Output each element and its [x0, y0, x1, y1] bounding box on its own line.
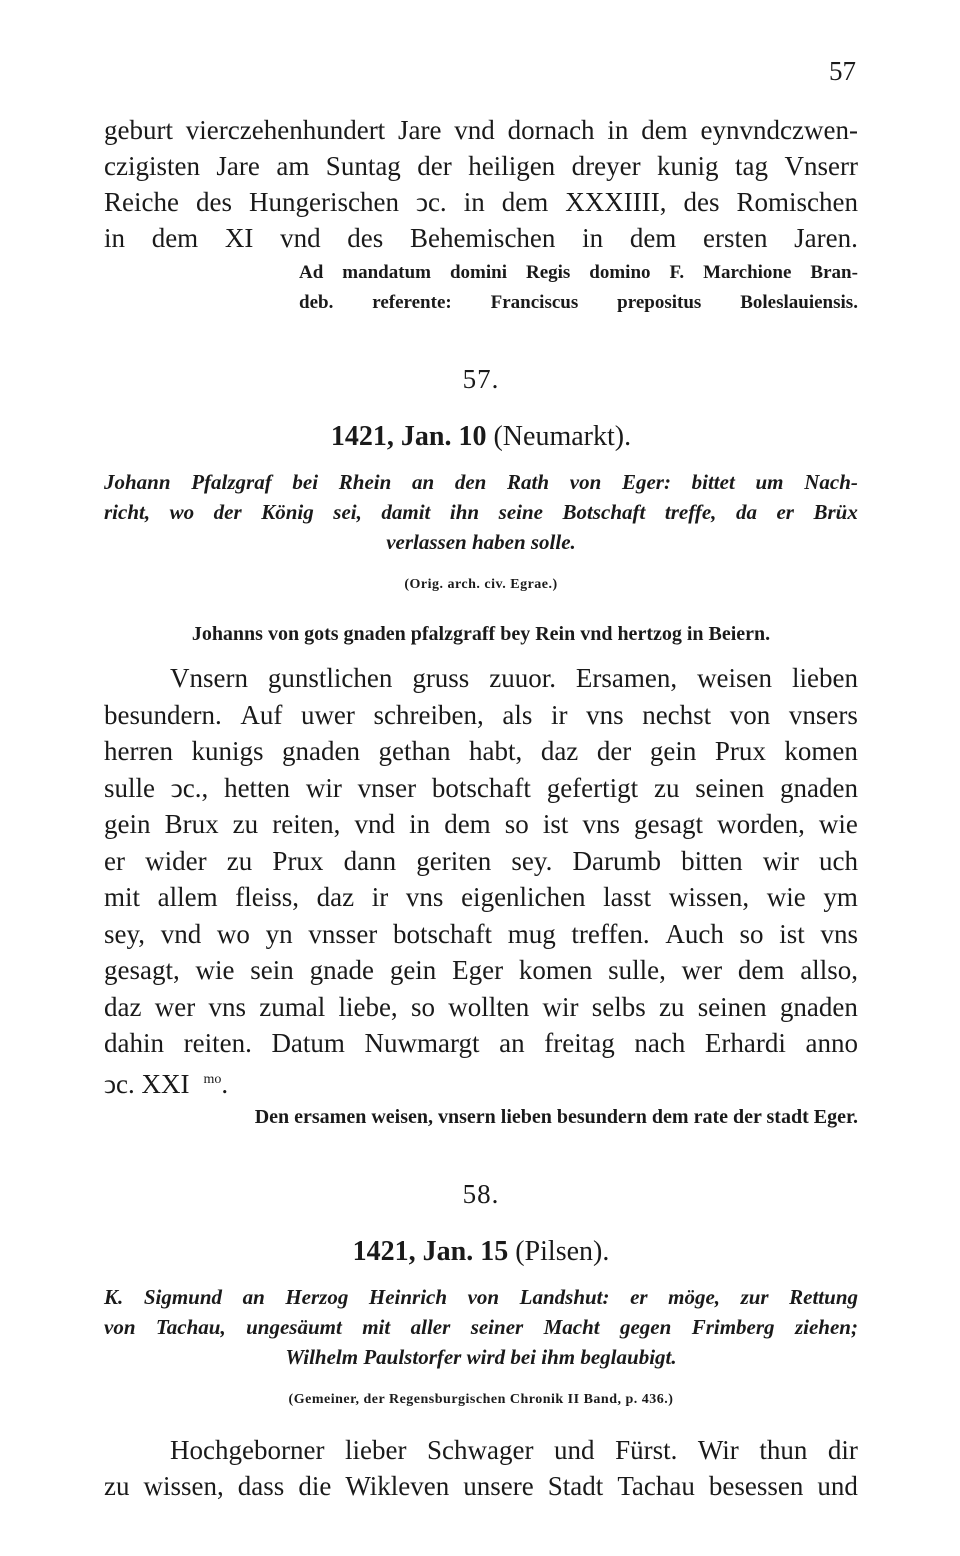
word: Nuwmargt: [364, 1028, 480, 1058]
document-summary: [104, 467, 858, 557]
word: Wir: [697, 1434, 739, 1465]
word: und: [554, 1434, 595, 1465]
word: Boleslauiensis.: [740, 292, 858, 313]
word: gruss: [412, 663, 470, 693]
word: Romischen: [736, 187, 858, 217]
date-text: 1421, Jan. 10: [330, 421, 487, 452]
word: wir: [305, 772, 342, 803]
word: wider: [145, 845, 207, 876]
word: dem: [151, 223, 199, 253]
summary-line: [104, 497, 858, 527]
word: gunstlichen: [267, 663, 393, 693]
date-place: (Pilsen).: [515, 1235, 610, 1267]
word: wie: [818, 809, 858, 839]
word: sulle,: [608, 955, 666, 985]
word: damit: [381, 500, 431, 524]
word: Landshut:: [519, 1284, 610, 1309]
word: domino: [589, 262, 651, 283]
word: referente:: [372, 292, 452, 313]
word: eynvndczwen-: [700, 115, 858, 145]
word: des: [347, 223, 384, 253]
word: zumal: [259, 991, 326, 1022]
text-line: [104, 733, 858, 770]
word: der: [213, 500, 242, 524]
word: ir: [371, 882, 389, 912]
summary-line: [104, 1312, 858, 1342]
word: Darumb: [572, 845, 661, 876]
word: Auch: [665, 918, 724, 949]
word: habt,: [469, 736, 523, 766]
word: wollten: [448, 991, 530, 1022]
text-line: [104, 1025, 858, 1062]
word: wo: [169, 500, 195, 524]
word: sey,: [104, 918, 145, 949]
word: so: [410, 991, 435, 1022]
word: Johann: [104, 470, 171, 494]
word: geriten: [416, 845, 492, 876]
word: so: [504, 809, 529, 839]
text-line: [104, 806, 858, 843]
word: Botschaft: [562, 500, 646, 524]
word: treffe,: [664, 500, 717, 524]
word: fleiss,: [235, 882, 300, 912]
word: czigisten: [104, 151, 200, 181]
word: Rettung: [789, 1284, 858, 1309]
word: am: [276, 151, 310, 181]
word: prepositus: [617, 292, 702, 313]
word: thun: [759, 1434, 808, 1465]
word: so: [739, 918, 764, 949]
word: in: [582, 223, 604, 253]
word: da: [735, 500, 757, 524]
word: Marchione: [703, 262, 792, 283]
word: F.: [669, 262, 685, 283]
letter-closing: ↄc. XXI $^{mo}$.: [104, 1068, 229, 1099]
word: zu: [653, 772, 680, 803]
letter-body: [104, 660, 858, 1062]
word: uwer: [300, 699, 355, 730]
word: des: [195, 187, 232, 217]
source-citation: (Gemeiner, der Regensburgischen Chronik II Band, p. 436.): [288, 1391, 674, 1407]
text-line: [104, 1468, 858, 1505]
letter-body-last-line: [104, 1062, 858, 1102]
word: wie: [766, 882, 806, 912]
word: lasst: [603, 882, 652, 912]
word: gefertigt: [546, 772, 639, 803]
word: bei: [292, 470, 319, 494]
word: Rhein: [338, 470, 392, 494]
word: vnd: [354, 809, 396, 839]
word: zuuor.: [489, 663, 556, 693]
word: er: [104, 845, 125, 876]
word: wer: [681, 955, 723, 985]
word: Brux: [164, 809, 219, 839]
word: seinen: [695, 772, 765, 803]
document-number: 58.: [462, 1178, 500, 1209]
word: dass: [237, 1471, 285, 1501]
word: Datum: [271, 1028, 345, 1058]
word: richt,: [104, 500, 151, 524]
word: Eger:: [621, 470, 671, 494]
word: Schwager: [427, 1434, 534, 1465]
word: Prux: [714, 736, 766, 766]
word: zur: [740, 1284, 769, 1309]
word: er: [776, 500, 794, 524]
word: ist: [779, 918, 805, 949]
word: vnd: [454, 115, 495, 145]
word: zu: [232, 809, 259, 839]
word: in: [463, 187, 485, 217]
text-line: [104, 184, 858, 220]
word: botschaft: [393, 918, 492, 949]
word: ihn: [449, 500, 480, 524]
word: und: [817, 1471, 858, 1501]
word: mit: [104, 882, 141, 912]
word: seiner: [470, 1314, 524, 1339]
word: geburt: [104, 115, 173, 145]
word: Stadt: [547, 1471, 604, 1501]
summary-line: [104, 467, 858, 497]
word: wissen,: [143, 1471, 224, 1501]
word: gein: [389, 955, 437, 985]
word: gnaden: [780, 772, 858, 803]
word: Wikleven: [345, 1471, 450, 1501]
word: gesagt,: [104, 955, 180, 985]
word: botschaft: [431, 772, 531, 803]
word: Jaren.: [794, 223, 858, 253]
word: worden,: [717, 809, 805, 839]
word: aller: [410, 1314, 451, 1339]
text-line: [104, 697, 858, 734]
word: daz: [316, 882, 355, 912]
word: dem: [629, 223, 677, 253]
word: ↄc.: [415, 187, 447, 217]
word: heiligen: [468, 151, 556, 181]
text-line: [104, 660, 858, 697]
word: wer: [154, 991, 196, 1022]
word: gnaden: [282, 736, 360, 766]
word: zu: [226, 845, 253, 876]
text-line: [104, 989, 858, 1026]
word: wie: [195, 955, 235, 985]
word: seine: [498, 500, 543, 524]
word: hetten: [224, 772, 291, 803]
summary-line: Wilhelm Paulstorfer wird bei ihm beglaubigt.: [285, 1344, 677, 1369]
word: nach: [634, 1028, 686, 1058]
word: daz: [540, 736, 579, 766]
word: ym: [823, 882, 858, 912]
word: vns: [405, 882, 444, 912]
summary-line: [104, 1282, 858, 1312]
mandate-line: [299, 258, 858, 288]
word: dornach: [507, 115, 595, 145]
word: sulle: [104, 772, 155, 803]
word: Herzog: [285, 1284, 349, 1309]
word: XXXIIII,: [565, 187, 667, 217]
word: den: [454, 470, 487, 494]
word: wir: [542, 991, 579, 1022]
text-line: [104, 1432, 858, 1469]
word: ziehen;: [794, 1314, 858, 1339]
word: Jare: [216, 151, 260, 181]
word: tag: [735, 151, 769, 181]
word: Bran-: [810, 262, 858, 283]
continuation-text: [104, 112, 858, 256]
word: sein: [250, 955, 294, 985]
word: dann: [343, 845, 397, 876]
word: gein: [104, 809, 151, 839]
word: von: [467, 1284, 500, 1309]
word: treffen.: [571, 918, 650, 949]
word: von: [569, 470, 602, 494]
word: vnser: [357, 772, 417, 803]
word: gegen: [619, 1314, 672, 1339]
word: domini: [449, 262, 507, 283]
word: Sigmund: [143, 1284, 223, 1309]
word: Prux: [272, 845, 324, 876]
letter-body: [104, 1432, 858, 1505]
date-place: (Neumarkt).: [493, 421, 632, 452]
word: Fürst.: [615, 1434, 678, 1465]
summary-line: verlassen haben solle.: [386, 530, 576, 554]
word: deb.: [299, 292, 334, 313]
word: dahin: [104, 1028, 164, 1058]
word: freitag: [544, 1028, 615, 1058]
word: ungesäumt: [246, 1314, 342, 1339]
word: gein: [649, 736, 697, 766]
word: in: [104, 223, 126, 253]
word: Ersamen,: [575, 663, 678, 693]
word: K.: [104, 1284, 124, 1309]
word: um: [755, 470, 784, 494]
word: sei,: [333, 500, 362, 524]
word: uch: [818, 845, 858, 876]
mandate-note: [299, 258, 858, 318]
word: vnsers: [788, 699, 858, 730]
word: gnaden: [779, 991, 858, 1022]
word: Vnsern: [170, 663, 248, 693]
word: Suntag: [325, 151, 401, 181]
date-text: 1421, Jan. 15: [352, 1235, 509, 1267]
word: bittet: [691, 470, 735, 494]
word: Ad: [299, 262, 324, 283]
word: lieben: [791, 663, 858, 693]
word: komen: [784, 736, 858, 766]
word: Franciscus: [490, 292, 579, 313]
text-line: [104, 112, 858, 148]
sender-line: Johanns von gots gnaden pfalzgraff bey Rein vnd hertzog in Beiern.: [191, 623, 771, 645]
word: mug: [507, 918, 556, 949]
word: anno: [805, 1028, 858, 1058]
word: gesagt: [634, 809, 704, 839]
word: yn: [265, 918, 293, 949]
document-number: 57.: [462, 364, 500, 394]
word: in: [409, 809, 431, 839]
word: Auf: [240, 699, 283, 730]
word: besessen: [708, 1471, 804, 1501]
word: dem: [501, 187, 549, 217]
word: Vnserr: [784, 151, 858, 181]
word: der: [596, 736, 632, 766]
word: reiten,: [272, 809, 341, 839]
word: vnd: [160, 918, 202, 949]
word: Nach-: [804, 470, 858, 494]
word: Hungerischen: [249, 187, 399, 217]
word: mandatum: [342, 262, 431, 283]
word: vierczehenhundert: [185, 115, 386, 145]
word: an: [411, 470, 435, 494]
word: vns: [586, 699, 624, 730]
word: Erhardi: [704, 1028, 786, 1058]
word: lieber: [344, 1434, 407, 1465]
word: seinen: [697, 991, 767, 1022]
word: allso,: [800, 955, 858, 985]
word: des: [683, 187, 720, 217]
word: ir: [550, 699, 568, 730]
word: bitten: [681, 845, 743, 876]
word: dem: [444, 809, 491, 839]
word: dir: [827, 1434, 858, 1465]
word: nechst: [642, 699, 712, 730]
word: herren: [104, 736, 173, 766]
document-date: [104, 1236, 858, 1268]
word: liebe,: [338, 991, 398, 1022]
word: kunigs: [191, 736, 264, 766]
document-date: [104, 421, 858, 453]
word: selbs: [591, 991, 646, 1022]
document-summary: [104, 1282, 858, 1372]
word: reiten.: [183, 1028, 252, 1058]
word: vnd: [280, 223, 321, 253]
text-line: [104, 916, 858, 953]
source-citation: (Orig. arch. civ. Egrae.): [404, 577, 558, 592]
word: gnade: [309, 955, 375, 985]
word: in: [607, 115, 629, 145]
word: vns: [582, 809, 620, 839]
word: sey.: [511, 845, 553, 876]
word: zu: [104, 1471, 130, 1501]
page-content: [104, 112, 858, 1505]
text-line: [104, 952, 858, 989]
word: König: [261, 500, 314, 524]
page-number: 57: [829, 56, 856, 86]
word: Rath: [507, 470, 550, 494]
word: Frimberg: [691, 1314, 775, 1339]
word: XI: [224, 223, 254, 253]
word: ersten: [703, 223, 768, 253]
text-line: [104, 220, 858, 256]
word: von: [729, 699, 771, 730]
word: möge,: [668, 1284, 721, 1309]
text-line: [104, 148, 858, 184]
word: Eger: [452, 955, 504, 985]
word: Behemischen: [409, 223, 556, 253]
word: der: [417, 151, 452, 181]
word: komen: [518, 955, 593, 985]
word: Heinrich: [368, 1284, 448, 1309]
text-line: [104, 879, 858, 916]
word: er: [630, 1284, 648, 1309]
word: an: [499, 1028, 525, 1058]
word: besundern.: [104, 699, 222, 730]
word: wir: [762, 845, 799, 876]
word: dem: [641, 115, 688, 145]
word: mit: [362, 1314, 391, 1339]
word: allem: [157, 882, 218, 912]
word: gethan: [378, 736, 451, 766]
word: Brüx: [813, 500, 858, 524]
word: Tachau,: [155, 1314, 226, 1339]
word: Hochgeborner: [170, 1434, 325, 1465]
word: vns: [820, 918, 858, 949]
word: Macht: [543, 1314, 600, 1339]
word: schreiben,: [373, 699, 484, 730]
word: vns: [208, 991, 246, 1022]
word: dem: [737, 955, 785, 985]
word: vnsser: [308, 918, 378, 949]
text-line: [104, 843, 858, 880]
word: zu: [658, 991, 685, 1022]
letter-address: Den ersamen weisen, vnsern lieben besundern dem rate der stadt Eger.: [254, 1105, 858, 1128]
word: als: [502, 699, 533, 730]
text-line: [104, 770, 858, 807]
word: weisen: [697, 663, 773, 693]
word: eigenlichen: [461, 882, 586, 912]
word: Regis: [525, 262, 571, 283]
word: von: [104, 1314, 136, 1339]
word: Tachau: [617, 1471, 695, 1501]
mandate-line: [299, 288, 858, 318]
word: wissen,: [668, 882, 750, 912]
word: kunig: [657, 151, 719, 181]
word: ↄc.,: [170, 772, 209, 803]
word: Pfalzgraf: [191, 470, 272, 494]
word: daz: [104, 991, 142, 1022]
word: ist: [542, 809, 569, 839]
word: wo: [216, 918, 250, 949]
word: die: [298, 1471, 332, 1501]
word: Jare: [398, 115, 442, 145]
word: dreyer: [571, 151, 641, 181]
word: an: [242, 1284, 265, 1309]
word: Reiche: [104, 187, 179, 217]
word: unsere: [463, 1471, 534, 1501]
